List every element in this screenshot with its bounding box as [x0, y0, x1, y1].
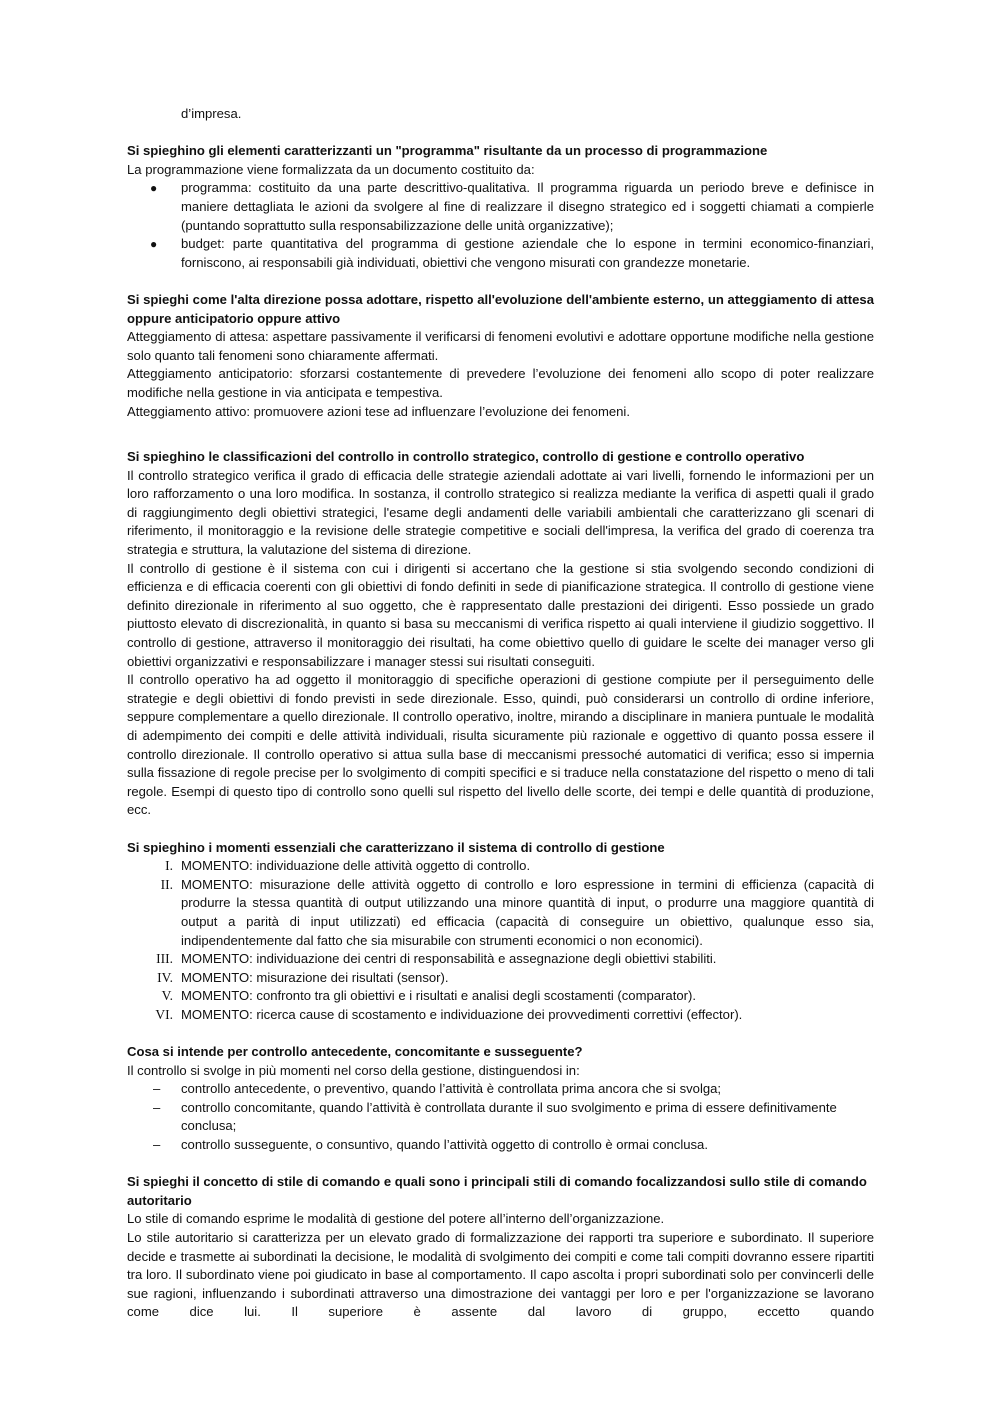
list-number: V.	[161, 988, 173, 1004]
list-item: ● programma: costituito da una parte descrittivo-qualitativa. Il programma riguarda un periodo breve e definisce in maniere dettagliata le azioni da svolgere al fine di realizzare il disegno strategico ed i soggetti chiamati a compierle (puntando soprattutto sulla responsabilizzazione delle unità organizzative);	[150, 180, 874, 233]
list-item: ● budget: parte quantitativa del programma di gestione aziendale che lo espone in termini economico-finanziari, forniscono, ai responsabili già individuati, obiettivi che vengono misurati con grandezze monetarie.	[150, 236, 874, 270]
section-question: Si spieghino gli elementi caratterizzanti un "programma" risultante da un processo di programmazione	[127, 143, 768, 159]
list-item: VI. MOMENTO: ricerca cause di scostamento e individuazione dei provvedimenti correttivi (effector).	[127, 1006, 874, 1025]
list-item: – controllo antecedente, o preventivo, quando l’attività è controllata prima ancora che si svolga;	[127, 1080, 874, 1099]
spacer	[127, 820, 874, 839]
spacer	[127, 124, 874, 143]
dash-icon: –	[153, 1099, 161, 1115]
section-stile-comando	[127, 1173, 874, 1322]
list-number: VI.	[155, 1006, 173, 1022]
section-question: Si spieghi come l'alta direzione possa adottare, rispetto all'evoluzione dell'ambiente esterno, un atteggiamento di attesa oppure anticipatorio oppure attivo	[127, 291, 874, 326]
section-controllo-temporale	[127, 1043, 874, 1155]
spacer	[127, 1025, 874, 1044]
list-number: I.	[165, 858, 173, 874]
bullet-icon: ●	[150, 181, 158, 196]
spacer	[127, 421, 874, 448]
roman-list	[127, 857, 874, 1024]
list-item: – controllo susseguente, o consuntivo, quando l’attività oggetto di controllo è ormai conclusa.	[127, 1136, 874, 1155]
paragraph: Il controllo operativo ha ad oggetto il monitoraggio di specifiche operazioni di gestione compiute per il perseguimento delle strategie e degli obiettivi di fondo previsti in sede direzionale. Esso, quindi, può considerarsi un controllo di ordine inferiore, seppure complementare a quello direzionale. Il controllo operativo, inoltre, mirando a disciplinare in maniera puntuale le modalità di adempimento dei compiti e delle attività individuali, risulta sicuramente più razionale e oggettivo di quanto possa essere il controllo direzionale. Il controllo operativo si attua sulla base di meccanismi pressoché automatici di verifica; esso si impernia sulla fissazione di regole precise per lo svolgimento di compiti specifici e si traduce nella constatazione del rispetto o meno di tali regole. Esempi di questo tipo di controllo sono quelli sul rispetto del livello delle scorte, dei tempi e delle quantità di produzione, ecc.	[127, 672, 874, 818]
section-atteggiamento	[127, 291, 874, 421]
list-number: IV.	[157, 969, 173, 985]
section-momenti	[127, 839, 874, 1025]
section-classificazioni-controllo	[127, 448, 874, 820]
list-item: I. MOMENTO: individuazione delle attività oggetto di controllo.	[127, 857, 874, 876]
section-question: Si spieghi il concetto di stile di comando e quali sono i principali stili di comando focalizzandosi sullo stile di comando autoritario	[127, 1174, 867, 1208]
section-question: Si spieghino i momenti essenziali che caratterizzano il sistema di controllo di gestione	[127, 839, 665, 855]
paragraph: Atteggiamento di attesa: aspettare passivamente il verificarsi di fenomeni evolutivi e adottare opportune modifiche nella gestione solo quanto tali fenomeni sono chiaramente affermati.	[127, 329, 874, 363]
dash-list	[127, 1080, 874, 1154]
intro-continuation: d’impresa.	[181, 106, 242, 121]
bullet-icon: ●	[150, 237, 158, 252]
document-page	[127, 105, 874, 1322]
paragraph: Il controllo di gestione è il sistema con cui i dirigenti si accertano che la gestione si stia svolgendo secondo condizioni di efficienza e di efficacia coerenti con gli obiettivi di fondo definiti in sede di pianificazione strategica. Il controllo di gestione viene definito direzionale in riferimento al suo oggetto, che è rappresentato dalle prestazioni dei dirigenti. Esso possiede un grado piuttosto elevato di discrezionalità, in quanto si basa su meccanismi di verifica rispetto ai quali interviene il giudizio soggettivo. Il controllo di gestione, attraverso il monitoraggio dei risultati, ha come obiettivo quello di guidare le scelte dei manager verso gli obiettivi organizzativi e responsabilizzare i manager stessi sui risultati conseguiti.	[127, 560, 874, 669]
list-item: V. MOMENTO: confronto tra gli obiettivi e i risultati e analisi degli scostamenti (comparator).	[127, 987, 874, 1006]
section-lead: Il controllo si svolge in più momenti nel corso della gestione, distinguendosi in:	[127, 1062, 580, 1078]
paragraph: Atteggiamento attivo: promuovere azioni tese ad influenzare l’evoluzione dei fenomeni.	[127, 403, 630, 419]
paragraph: Il controllo strategico verifica il grado di efficacia delle strategie aziendali adottate ai vari livelli, fornendo le informazioni per un loro rafforzamento o una loro modifica. In sostanza, il controllo strategico si realizza mediante la verifica di aspetti quali il grado di raggiungimento degli obiettivi strategici, l'esame degli andamenti delle variabili ambientali che caratterizzano gli scenari di riferimento, il monitoraggio e la revisione delle strategie competitive e sociali dell'impresa, la verifica del grado di coerenza tra strategia e struttura, la valutazione del sistema di direzione.	[127, 467, 874, 558]
section-question: Si spieghino le classificazioni del controllo in controllo strategico, controllo di gestione e controllo operativo	[127, 449, 805, 465]
list-item: III. MOMENTO: individuazione dei centri di responsabilità e assegnazione degli obiettivi stabiliti.	[127, 950, 874, 969]
list-number: III.	[156, 951, 173, 967]
paragraph: Lo stile di comando esprime le modalità di gestione del potere all’interno dell’organizzazione.	[127, 1211, 665, 1227]
list-number: II.	[160, 876, 173, 892]
list-item: IV. MOMENTO: misurazione dei risultati (sensor).	[127, 969, 874, 988]
paragraph: Lo stile autoritario si caratterizza per un elevato grado di formalizzazione dei rapporti tra superiore e subordinato. Il superiore decide e trasmette ai subordinati la decisione, le modalità di svolgimento dei compiti e come tali compiti dovranno essere ripartiti tra loro. Il subordinato viene poi giudicato in base al comportamento. Il capo ascolta i propri subordinati solo per convincerli delle sue ragioni, influenzando i subordinati attraverso una dimostrazione dei vantaggi per loro e per l'organizzazione se lavorano come dice lui. Il superiore è assente dal lavoro di gruppo, eccetto quando	[127, 1230, 874, 1320]
list-item: II. MOMENTO: misurazione delle attività oggetto di controllo e loro espressione in termini di efficienza (capacità di produrre la stessa quantità di output utilizzando una minore quantità di input, o produrre una maggiore quantità di output a parità di input utilizzati) ed efficacia (capacità di conseguire un obiettivo, qualunque esso sia, indipendentemente dal fatto che sia misurabile con strumenti economici o non economici).	[127, 876, 874, 950]
section-lead: La programmazione viene formalizzata da un documento costituito da:	[127, 161, 535, 177]
section-programma	[127, 142, 874, 272]
list-item: – controllo concomitante, quando l’attività è controllata durante il suo svolgimento e prima di essere definitivamente conclusa;	[153, 1099, 837, 1134]
paragraph: Atteggiamento anticipatorio: sforzarsi costantemente di prevedere l’evoluzione dei fenomeni allo scopo di poter realizzare modifiche nella gestione in via anticipata e tempestiva.	[127, 366, 874, 400]
dash-icon: –	[153, 1137, 161, 1153]
spacer	[127, 1155, 874, 1174]
spacer	[127, 272, 874, 291]
section-question: Cosa si intende per controllo antecedente, concomitante e susseguente?	[127, 1044, 583, 1060]
bullet-list	[127, 179, 874, 272]
dash-icon: –	[153, 1081, 161, 1097]
